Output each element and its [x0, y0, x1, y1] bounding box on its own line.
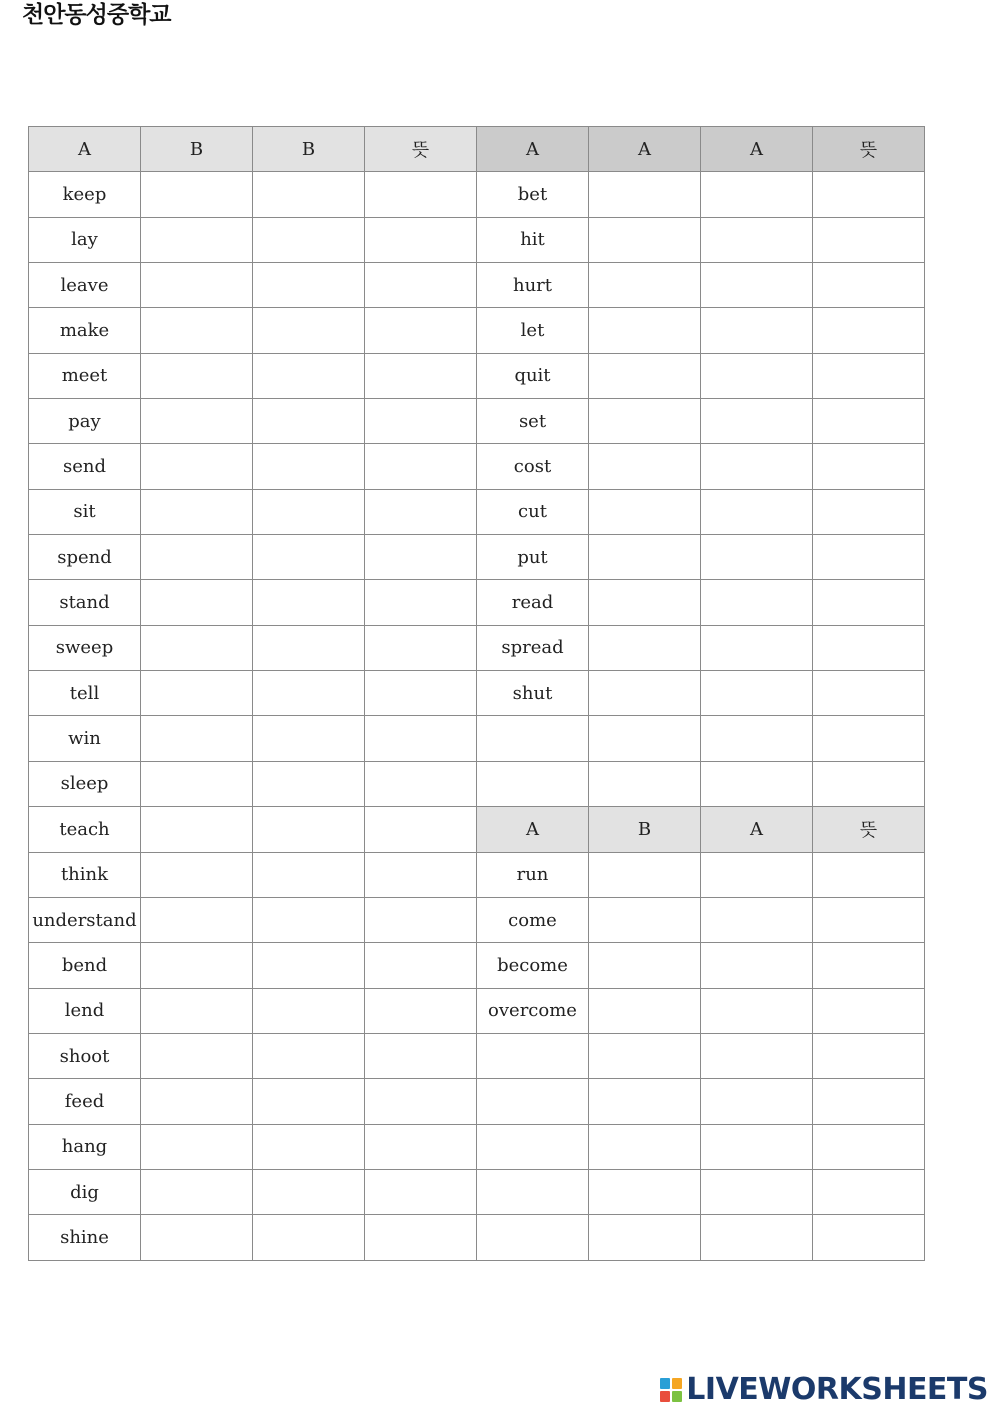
- table-row: [29, 761, 925, 806]
- answer-cell[interactable]: [253, 1169, 365, 1214]
- column-header: A: [29, 127, 141, 172]
- answer-cell[interactable]: [701, 716, 813, 761]
- answer-cell[interactable]: [365, 399, 477, 444]
- answer-cell[interactable]: [253, 943, 365, 988]
- answer-cell[interactable]: [589, 988, 701, 1033]
- base-verb-cell: tell: [29, 671, 141, 716]
- answer-cell[interactable]: [701, 1124, 813, 1169]
- answer-cell[interactable]: [253, 308, 365, 353]
- answer-cell[interactable]: [589, 1033, 701, 1078]
- answer-cell[interactable]: [477, 761, 589, 806]
- answer-cell[interactable]: [813, 1215, 925, 1260]
- answer-cell[interactable]: [141, 580, 253, 625]
- answer-cell[interactable]: [589, 444, 701, 489]
- base-verb-cell: hurt: [477, 263, 589, 308]
- answer-cell[interactable]: [365, 1079, 477, 1124]
- base-verb-cell: become: [477, 943, 589, 988]
- answer-cell[interactable]: [141, 535, 253, 580]
- base-verb-cell: set: [477, 399, 589, 444]
- table-row: [29, 172, 925, 217]
- column-header: 뜻: [813, 807, 925, 852]
- base-verb-cell: come: [477, 897, 589, 942]
- base-verb-cell: teach: [29, 807, 141, 852]
- base-verb-cell: feed: [29, 1079, 141, 1124]
- answer-cell[interactable]: [813, 1124, 925, 1169]
- answer-cell[interactable]: [141, 172, 253, 217]
- table-row: [29, 988, 925, 1033]
- answer-cell[interactable]: [365, 1033, 477, 1078]
- answer-cell[interactable]: [701, 897, 813, 942]
- answer-cell[interactable]: [253, 988, 365, 1033]
- answer-cell[interactable]: [701, 761, 813, 806]
- table-row: [29, 489, 925, 534]
- base-verb-cell: sit: [29, 489, 141, 534]
- answer-cell[interactable]: [813, 399, 925, 444]
- answer-cell[interactable]: [365, 761, 477, 806]
- answer-cell[interactable]: [253, 353, 365, 398]
- answer-cell[interactable]: [701, 308, 813, 353]
- column-header: 뜻: [813, 127, 925, 172]
- base-verb-cell: send: [29, 444, 141, 489]
- answer-cell[interactable]: [253, 852, 365, 897]
- base-verb-cell: shut: [477, 671, 589, 716]
- answer-cell[interactable]: [253, 1079, 365, 1124]
- base-verb-cell: pay: [29, 399, 141, 444]
- answer-cell[interactable]: [365, 308, 477, 353]
- answer-cell[interactable]: [365, 671, 477, 716]
- answer-cell[interactable]: [477, 1169, 589, 1214]
- base-verb-cell: lend: [29, 988, 141, 1033]
- table-row: [29, 1169, 925, 1214]
- answer-cell[interactable]: [253, 761, 365, 806]
- answer-cell[interactable]: [589, 308, 701, 353]
- column-header: B: [141, 127, 253, 172]
- table-row: [29, 807, 925, 852]
- answer-cell[interactable]: [813, 217, 925, 262]
- base-verb-cell: shoot: [29, 1033, 141, 1078]
- answer-cell[interactable]: [141, 897, 253, 942]
- base-verb-cell: sweep: [29, 625, 141, 670]
- answer-cell[interactable]: [365, 852, 477, 897]
- answer-cell[interactable]: [701, 1169, 813, 1214]
- answer-cell[interactable]: [589, 761, 701, 806]
- answer-cell[interactable]: [365, 625, 477, 670]
- answer-cell[interactable]: [141, 943, 253, 988]
- answer-cell[interactable]: [141, 761, 253, 806]
- answer-cell[interactable]: [141, 988, 253, 1033]
- answer-cell[interactable]: [365, 1124, 477, 1169]
- answer-cell[interactable]: [253, 1215, 365, 1260]
- answer-cell[interactable]: [365, 897, 477, 942]
- answer-cell[interactable]: [253, 263, 365, 308]
- answer-cell[interactable]: [589, 217, 701, 262]
- base-verb-cell: cost: [477, 444, 589, 489]
- table-row: [29, 444, 925, 489]
- column-header: A: [701, 807, 813, 852]
- table-row: [29, 308, 925, 353]
- answer-cell[interactable]: [365, 1169, 477, 1214]
- base-verb-cell: bend: [29, 943, 141, 988]
- answer-cell[interactable]: [701, 399, 813, 444]
- answer-cell[interactable]: [701, 263, 813, 308]
- base-verb-cell: shine: [29, 1215, 141, 1260]
- base-verb-cell: read: [477, 580, 589, 625]
- answer-cell[interactable]: [701, 943, 813, 988]
- base-verb-cell: run: [477, 852, 589, 897]
- school-name: 천안동성중학교: [22, 2, 171, 28]
- answer-cell[interactable]: [589, 852, 701, 897]
- column-header: A: [589, 127, 701, 172]
- answer-cell[interactable]: [701, 671, 813, 716]
- table-row: [29, 1033, 925, 1078]
- table-row: [29, 716, 925, 761]
- answer-cell[interactable]: [589, 716, 701, 761]
- base-verb-cell: spread: [477, 625, 589, 670]
- answer-cell[interactable]: [365, 172, 477, 217]
- base-verb-cell: win: [29, 716, 141, 761]
- answer-cell[interactable]: [589, 1079, 701, 1124]
- base-verb-cell: think: [29, 852, 141, 897]
- base-verb-cell: meet: [29, 353, 141, 398]
- answer-cell[interactable]: [365, 988, 477, 1033]
- base-verb-cell: put: [477, 535, 589, 580]
- answer-cell[interactable]: [813, 988, 925, 1033]
- answer-cell[interactable]: [253, 1033, 365, 1078]
- table-row: [29, 217, 925, 262]
- answer-cell[interactable]: [589, 263, 701, 308]
- verb-table: [28, 126, 925, 1261]
- answer-cell[interactable]: [365, 1215, 477, 1260]
- answer-cell[interactable]: [701, 172, 813, 217]
- answer-cell[interactable]: [589, 897, 701, 942]
- table-row: [29, 535, 925, 580]
- answer-cell[interactable]: [589, 172, 701, 217]
- answer-cell[interactable]: [813, 580, 925, 625]
- answer-cell[interactable]: [701, 535, 813, 580]
- answer-cell[interactable]: [589, 1215, 701, 1260]
- answer-cell[interactable]: [701, 580, 813, 625]
- logo-square-v: [660, 1391, 670, 1402]
- answer-cell[interactable]: [253, 535, 365, 580]
- header-row: [29, 127, 925, 172]
- answer-cell[interactable]: [813, 444, 925, 489]
- answer-cell[interactable]: [813, 671, 925, 716]
- answer-cell[interactable]: [813, 1079, 925, 1124]
- answer-cell[interactable]: [589, 671, 701, 716]
- answer-cell[interactable]: [141, 444, 253, 489]
- answer-cell[interactable]: [589, 353, 701, 398]
- table-row: [29, 625, 925, 670]
- answer-cell[interactable]: [813, 1169, 925, 1214]
- answer-cell[interactable]: [141, 852, 253, 897]
- base-verb-cell: understand: [29, 897, 141, 942]
- answer-cell[interactable]: [813, 308, 925, 353]
- answer-cell[interactable]: [253, 444, 365, 489]
- answer-cell[interactable]: [141, 263, 253, 308]
- answer-cell[interactable]: [477, 716, 589, 761]
- base-verb-cell: stand: [29, 580, 141, 625]
- answer-cell[interactable]: [701, 353, 813, 398]
- answer-cell[interactable]: [589, 943, 701, 988]
- answer-cell[interactable]: [253, 897, 365, 942]
- answer-cell[interactable]: [589, 1124, 701, 1169]
- base-verb-cell: lay: [29, 217, 141, 262]
- answer-cell[interactable]: [141, 399, 253, 444]
- answer-cell[interactable]: [253, 1124, 365, 1169]
- base-verb-cell: hang: [29, 1124, 141, 1169]
- answer-cell[interactable]: [477, 1215, 589, 1260]
- answer-cell[interactable]: [253, 489, 365, 534]
- answer-cell[interactable]: [141, 807, 253, 852]
- liveworksheets-logo-icon: [660, 1378, 682, 1402]
- base-verb-cell: keep: [29, 172, 141, 217]
- table-row: [29, 1124, 925, 1169]
- answer-cell[interactable]: [701, 1215, 813, 1260]
- answer-cell[interactable]: [141, 1033, 253, 1078]
- answer-cell[interactable]: [813, 943, 925, 988]
- table-row: [29, 943, 925, 988]
- answer-cell[interactable]: [141, 1215, 253, 1260]
- base-verb-cell: dig: [29, 1169, 141, 1214]
- answer-cell[interactable]: [141, 217, 253, 262]
- answer-cell[interactable]: [253, 399, 365, 444]
- answer-cell[interactable]: [813, 172, 925, 217]
- answer-cell[interactable]: [141, 1124, 253, 1169]
- answer-cell[interactable]: [365, 943, 477, 988]
- answer-cell[interactable]: [589, 1169, 701, 1214]
- answer-cell[interactable]: [141, 625, 253, 670]
- table-row: [29, 580, 925, 625]
- answer-cell[interactable]: [365, 217, 477, 262]
- table-row: [29, 852, 925, 897]
- base-verb-cell: leave: [29, 263, 141, 308]
- answer-cell[interactable]: [589, 489, 701, 534]
- table-row: [29, 263, 925, 308]
- base-verb-cell: cut: [477, 489, 589, 534]
- answer-cell[interactable]: [589, 535, 701, 580]
- answer-cell[interactable]: [365, 716, 477, 761]
- answer-cell[interactable]: [589, 580, 701, 625]
- answer-cell[interactable]: [813, 535, 925, 580]
- answer-cell[interactable]: [365, 807, 477, 852]
- answer-cell[interactable]: [701, 1079, 813, 1124]
- answer-cell[interactable]: [589, 399, 701, 444]
- answer-cell[interactable]: [701, 489, 813, 534]
- answer-cell[interactable]: [365, 353, 477, 398]
- table-row: [29, 353, 925, 398]
- answer-cell[interactable]: [701, 625, 813, 670]
- table-row: [29, 399, 925, 444]
- answer-cell[interactable]: [813, 852, 925, 897]
- answer-cell[interactable]: [141, 1169, 253, 1214]
- column-header: A: [701, 127, 813, 172]
- answer-cell[interactable]: [813, 263, 925, 308]
- answer-cell[interactable]: [813, 625, 925, 670]
- answer-cell[interactable]: [365, 263, 477, 308]
- answer-cell[interactable]: [701, 988, 813, 1033]
- column-header: A: [477, 127, 589, 172]
- answer-cell[interactable]: [813, 353, 925, 398]
- base-verb-cell: spend: [29, 535, 141, 580]
- answer-cell[interactable]: [253, 807, 365, 852]
- answer-cell[interactable]: [141, 1079, 253, 1124]
- answer-cell[interactable]: [365, 489, 477, 534]
- answer-cell[interactable]: [253, 217, 365, 262]
- answer-cell[interactable]: [813, 897, 925, 942]
- answer-cell[interactable]: [701, 217, 813, 262]
- answer-cell[interactable]: [141, 353, 253, 398]
- base-verb-cell: hit: [477, 217, 589, 262]
- answer-cell[interactable]: [365, 444, 477, 489]
- table-row: [29, 897, 925, 942]
- answer-cell[interactable]: [813, 716, 925, 761]
- answer-cell[interactable]: [813, 489, 925, 534]
- logo-square-e: [672, 1391, 682, 1402]
- column-header: 뜻: [365, 127, 477, 172]
- answer-cell[interactable]: [477, 1033, 589, 1078]
- answer-cell[interactable]: [813, 1033, 925, 1078]
- answer-cell[interactable]: [253, 716, 365, 761]
- column-header: A: [477, 807, 589, 852]
- answer-cell[interactable]: [141, 716, 253, 761]
- answer-cell[interactable]: [813, 761, 925, 806]
- base-verb-cell: make: [29, 308, 141, 353]
- answer-cell[interactable]: [141, 671, 253, 716]
- base-verb-cell: bet: [477, 172, 589, 217]
- answer-cell[interactable]: [253, 172, 365, 217]
- liveworksheets-logo[interactable]: [660, 1372, 988, 1407]
- answer-cell[interactable]: [701, 852, 813, 897]
- answer-cell[interactable]: [253, 625, 365, 670]
- answer-cell[interactable]: [141, 308, 253, 353]
- answer-cell[interactable]: [701, 1033, 813, 1078]
- answer-cell[interactable]: [141, 489, 253, 534]
- table-row: [29, 1215, 925, 1260]
- column-header: B: [589, 807, 701, 852]
- brand-name: LIVEWORKSHEETS: [686, 1372, 988, 1407]
- answer-cell[interactable]: [253, 580, 365, 625]
- base-verb-cell: let: [477, 308, 589, 353]
- answer-cell[interactable]: [365, 580, 477, 625]
- table-row: [29, 671, 925, 716]
- logo-square-i: [672, 1378, 682, 1389]
- answer-cell[interactable]: [365, 535, 477, 580]
- column-header: B: [253, 127, 365, 172]
- answer-cell[interactable]: [477, 1124, 589, 1169]
- answer-cell[interactable]: [589, 625, 701, 670]
- logo-square-l: [660, 1378, 670, 1389]
- base-verb-cell: overcome: [477, 988, 589, 1033]
- answer-cell[interactable]: [701, 444, 813, 489]
- table-row: [29, 1079, 925, 1124]
- base-verb-cell: sleep: [29, 761, 141, 806]
- answer-cell[interactable]: [253, 671, 365, 716]
- base-verb-cell: quit: [477, 353, 589, 398]
- answer-cell[interactable]: [477, 1079, 589, 1124]
